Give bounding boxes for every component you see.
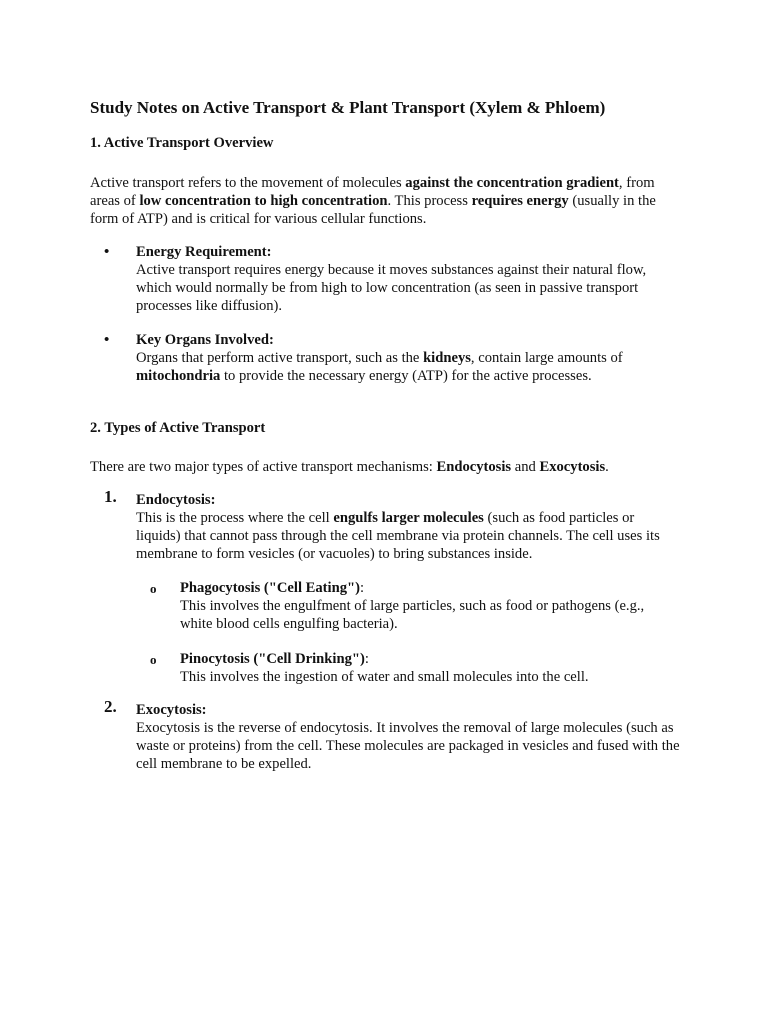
sub-item-pinocytosis	[180, 650, 670, 686]
intro-text: and	[511, 459, 540, 475]
bullet-marker: •	[104, 332, 110, 348]
intro-bold: low concentration to high concentration	[139, 193, 388, 209]
list-item-text: Exocytosis is the reverse of endocytosis. It involves the removal of large molecules (such as waste or proteins) from the cell. These molecules are packaged in vesicles and fused with the cell membrane to be expelled.	[136, 720, 680, 772]
sub-heading-bold: Pinocytosis ("Cell Drinking")	[180, 651, 365, 667]
section-1-intro	[90, 174, 682, 228]
text: to provide the necessary energy (ATP) for the active processes.	[220, 368, 592, 384]
sub-heading-bold: Phagocytosis ("Cell Eating")	[180, 580, 360, 596]
text: Organs that perform active transport, such as the	[136, 350, 424, 366]
list-item-heading: Endocytosis:	[136, 492, 216, 508]
colon: :	[364, 651, 369, 667]
intro-text: . This process	[387, 193, 472, 209]
intro-bold: Endocytosis	[436, 459, 512, 475]
list-item-endocytosis	[136, 491, 681, 563]
sub-item-text: This involves the engulfment of large particles, such as food or pathogens (e.g., white blood cells engulfing bacteria).	[180, 598, 645, 632]
section-1-heading: 1. Active Transport Overview	[90, 135, 274, 151]
bullet-text: Active transport requires energy because it moves substances against their natural flow, which would normally be from high to low concentration (as seen in passive transport processes like diffusion).	[136, 262, 647, 314]
sub-item-heading	[180, 579, 670, 597]
bullet-marker: •	[104, 244, 110, 260]
intro-text: There are two major types of active transport mechanisms:	[90, 459, 437, 475]
sub-item-phagocytosis	[180, 579, 670, 633]
section-2-heading: 2. Types of Active Transport	[90, 420, 266, 436]
document-title: Study Notes on Active Transport & Plant Transport (Xylem & Phloem)	[90, 98, 606, 117]
colon: :	[359, 580, 365, 596]
bold-term: kidneys	[423, 350, 471, 366]
text: (such as food particles or liquids) that cannot pass through the cell membrane via protein channels. The cell uses its membrane to form vesicles (or vacuoles) to bring substances inside.	[136, 510, 660, 562]
bullet-item-key-organs	[136, 331, 646, 385]
bold-term: engulfs larger molecules	[333, 510, 484, 526]
intro-bold: against the concentration gradient	[405, 175, 619, 191]
sub-item-text: This involves the ingestion of water and small molecules into the cell.	[180, 669, 589, 685]
section-2-intro	[90, 458, 690, 476]
intro-text: Active transport refers to the movement of molecules	[90, 175, 406, 191]
bullet-text	[136, 349, 646, 385]
sub-bullet-marker: o	[150, 581, 157, 596]
intro-bold: Exocytosis	[539, 459, 606, 475]
list-item-text	[136, 509, 681, 563]
intro-text: (usually in the form of ATP) and is critical for various cellular functions.	[90, 193, 656, 227]
bold-term: mitochondria	[136, 368, 221, 384]
intro-text: .	[605, 459, 609, 475]
intro-bold: requires energy	[471, 193, 569, 209]
bullet-item-energy-requirement	[136, 243, 666, 315]
sub-bullet-marker: o	[150, 652, 157, 667]
sub-item-heading	[180, 650, 670, 668]
list-number: 1.	[104, 487, 117, 506]
text: , contain large amounts of	[470, 350, 623, 366]
bullet-heading: Key Organs Involved:	[136, 332, 274, 348]
list-item-heading: Exocytosis:	[136, 702, 207, 718]
bullet-heading: Energy Requirement:	[136, 244, 272, 260]
text: This is the process where the cell	[136, 510, 334, 526]
intro-text: , from areas of	[90, 175, 655, 209]
list-number: 2.	[104, 697, 117, 716]
list-item-exocytosis	[136, 701, 681, 773]
